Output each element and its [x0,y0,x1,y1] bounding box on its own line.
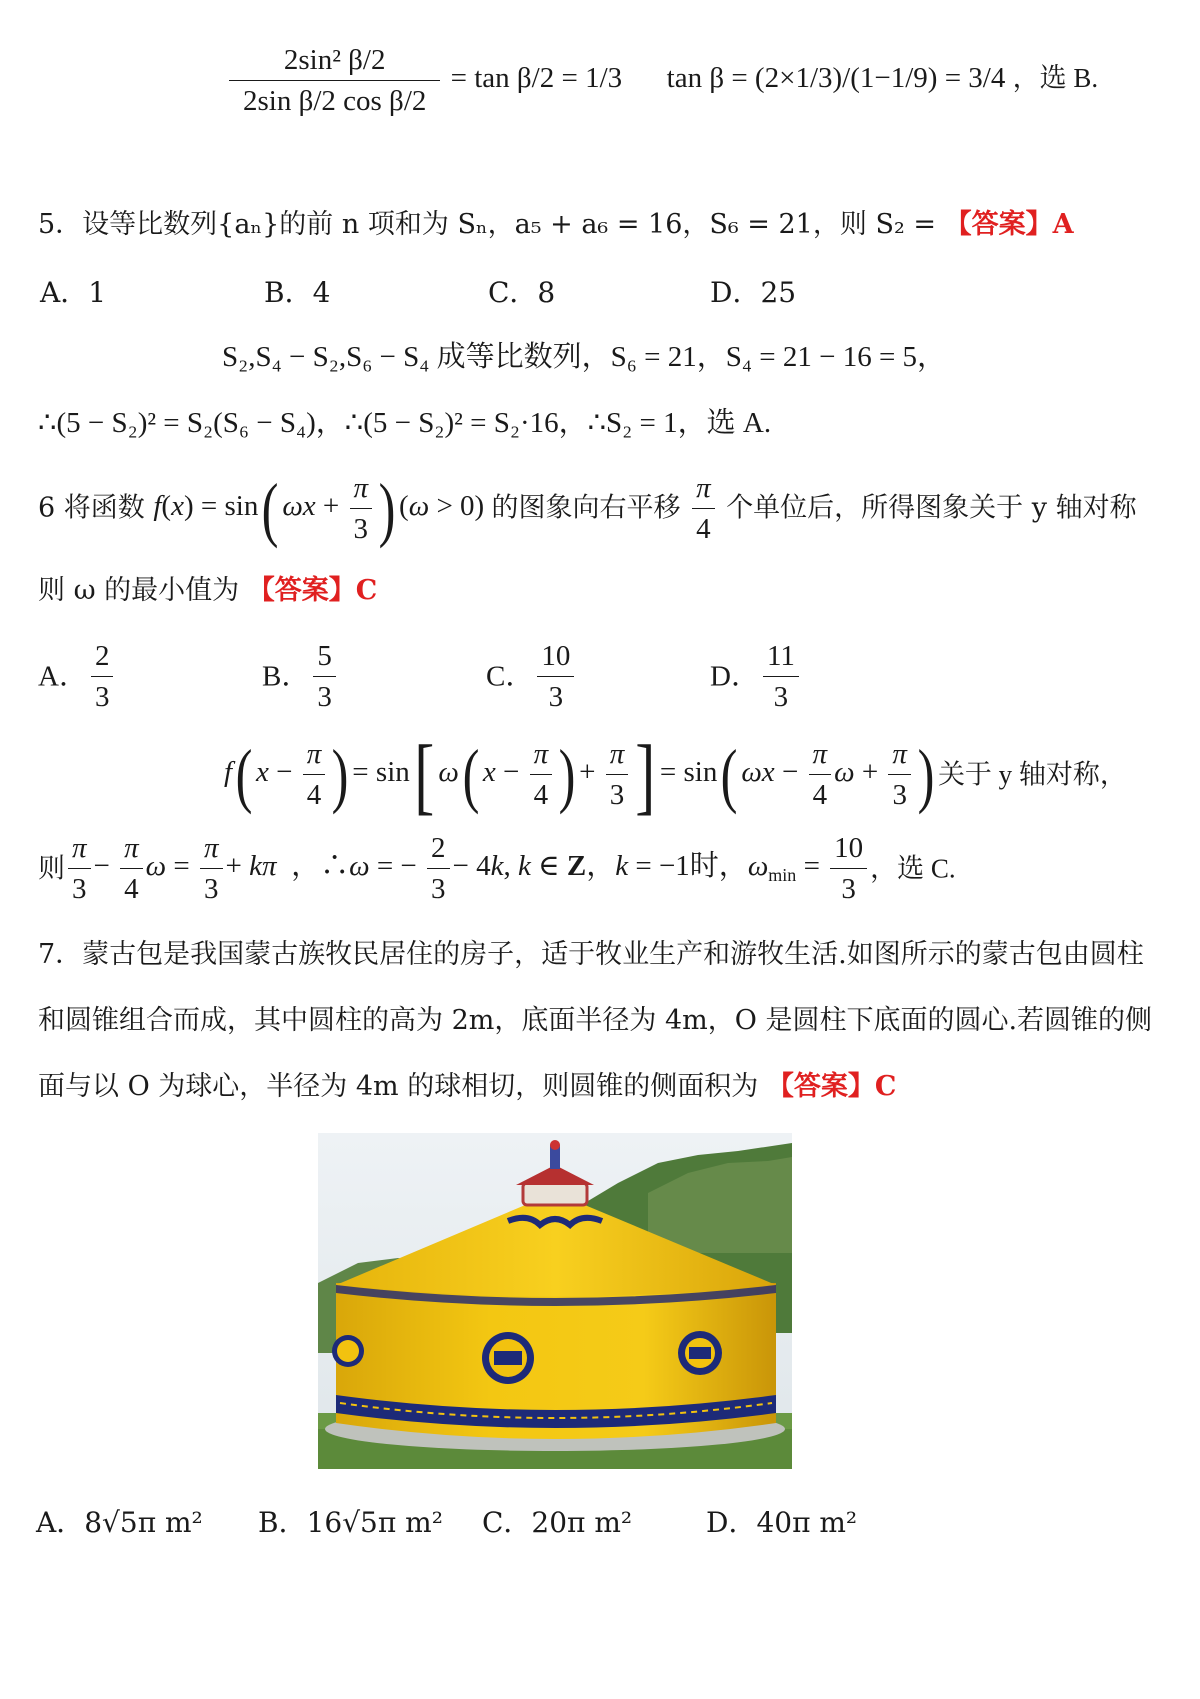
q6-option-b-num: 5 [313,636,336,677]
prev-choose: ，选 B. [1012,63,1099,94]
q5-answer-tag: 【答案】A [944,209,1074,240]
prev-eq1: = tan β/2 = 1/3 [450,62,623,95]
q6-option-a-den: 3 [94,681,110,713]
q7-line3 [38,1070,896,1104]
q6-option-d-num: 11 [763,636,799,677]
q7-line1: 7．蒙古包是我国蒙古族牧民居住的房子，适于牧业生产和游牧生活.如图所示的蒙古包由圆柱 [38,939,1144,970]
prev-frac-num: 2sin² β/2 [229,40,440,81]
q6-option-c-num: 10 [537,636,574,677]
q6-option-b [262,636,339,717]
prev-eq2: tan β = (2×1/3)/(1−1/9) = 3/4 [666,62,1006,95]
q6-solution-tail: 关于 y 轴对称， [937,759,1127,790]
q5-option-d: D．25 [710,276,797,309]
q6-solution-line2: 则 $\frac{\pi}{3}$ − $\frac{\pi}{4}$ ω = $\frac{\pi}{3}$ + kπ ，∴ω = − $\frac{2}{3}$ − 4k, k ∈ Z，k = −1时，$\omega_{min}$ = $\frac{10}{3}$ ，选 C. [38,828,956,909]
q7-line3-text: 面与以 O 为球心，半径为 4m 的球相切，则圆锥的侧面积为 [38,1071,759,1102]
q6-stem [38,468,1137,549]
q7-option-d: D．40π m² [706,1506,858,1539]
q6-option-b-den: 3 [317,681,332,713]
prev-fraction [229,40,440,121]
q6-option-c-den: 3 [548,681,564,713]
q6-solution-line2-tail: ，选 C. [870,853,956,884]
q5-option-a: A．1 [40,276,107,309]
prev-solution [226,40,1098,121]
q6-option-d-den: 3 [773,681,789,713]
q6-option-c [486,636,577,717]
q6-stem-b: 的图象向右平移 [491,492,681,524]
q5-solution-line2: ∴(5 − S₂)² = S₂(S₆ − S₄)，∴(5 − S₂)² = S₂·16，∴S₂ = 1，选 A. [38,407,772,439]
q5-option-b: B．4 [264,276,331,309]
q6-function: f(x) = sin( ωx + $\frac{\pi}{3}$ ) (ω > 0) [153,468,492,549]
q7-option-c: C．20π m² [482,1506,633,1539]
q5-stem [38,208,1074,242]
yurt-illustration [318,1133,792,1469]
q6-option-a [38,636,116,717]
yurt-photo [318,1133,792,1469]
q6-option-a-num: 2 [91,636,114,677]
q6-option-d [710,636,802,717]
q5-stem-text: 5．设等比数列{aₙ}的前 n 项和为 Sₙ，a₅ + a₆ = 16，S₆ = 21，则 S₂ = [38,209,936,240]
q7-answer-tag: 【答案】C [766,1071,897,1102]
q6-stem-c: 个单位后，所得图象关于 y 轴对称 [726,492,1137,524]
q6-option-a-label: A． [38,660,88,693]
q6-solution-line1: f( x − $\frac{\pi}{4}$ ) = sin[ ω( x − $\frac{\pi}{4}$ ) + $\frac{\pi}{3}$ ] = sin( ωx − $\frac{\pi}{4}$ ω + $\frac{\pi}{3}$ ) 关于 y 轴对称， [224,726,1127,823]
q7-line2: 和圆锥组合而成，其中圆柱的高为 2m，底面半径为 4m，O 是圆柱下底面的圆心.若圆锥的侧 [38,1005,1153,1036]
q6-option-c-label: C． [486,660,535,693]
q6-option-d-label: D． [710,660,760,693]
q6-stem-line2 [38,574,377,608]
q6-option-b-label: B． [262,660,311,693]
q6-stem-a: 6 将函数 [38,492,145,524]
q6-shift-frac: $\frac{\pi}{4}$ [692,468,715,549]
q6-answer-tag: 【答案】C [247,575,378,606]
q6-stem-line2-text: 则 ω 的最小值为 [38,575,240,606]
q5-solution-line1: S₂,S₄ − S₂,S₆ − S₄ 成等比数列，S₆ = 21，S₄ = 21 − 16 = 5， [222,341,947,373]
prev-frac-den: 2sin β/2 cos β/2 [243,85,427,117]
q7-option-a: A．8√5π m² [36,1506,203,1539]
q5-option-c: C．8 [488,276,556,309]
q7-option-b: B．16√5π m² [258,1506,443,1539]
